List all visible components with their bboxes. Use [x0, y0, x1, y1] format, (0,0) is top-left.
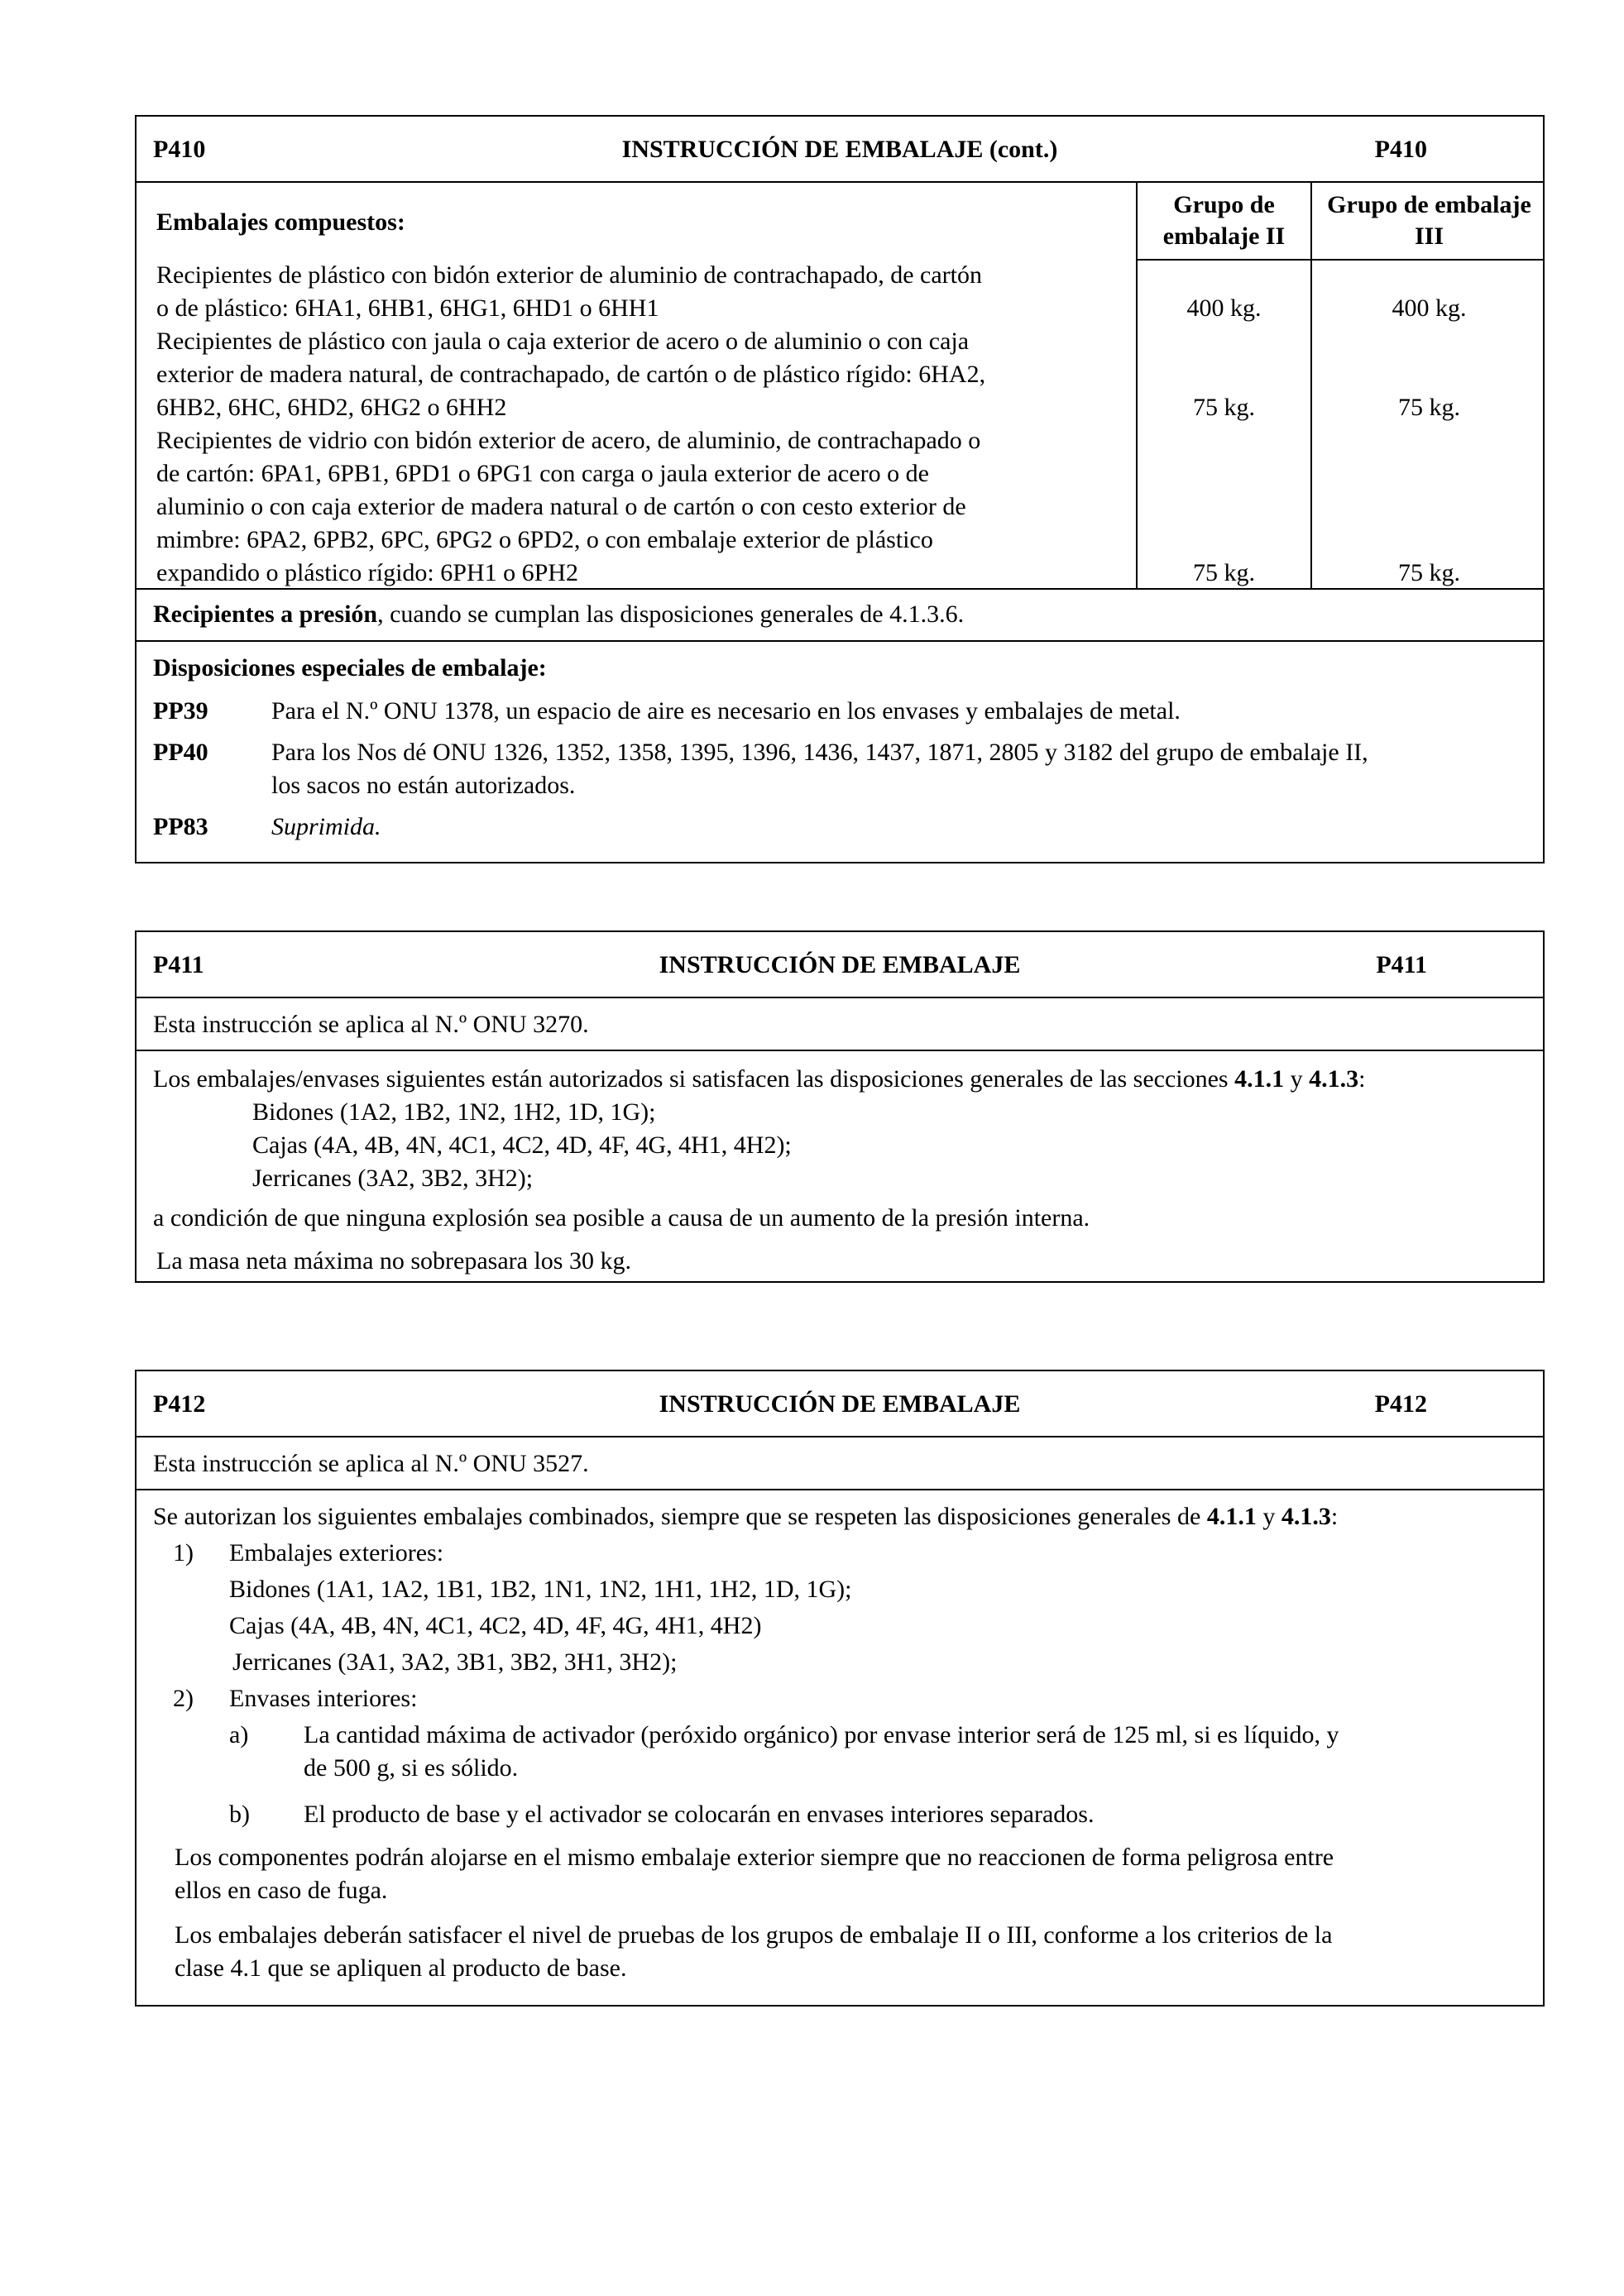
p412-outer-jerricans: Jerricanes (3A1, 3A2, 3B1, 3B2, 3H1, 3H2); — [232, 1648, 678, 1676]
pp40-code: PP40 — [153, 739, 208, 766]
pressure-receptacles-label: Recipientes a presión — [153, 600, 378, 628]
p411-table — [135, 930, 1545, 1283]
p412-para-1: Los componentes podrán alojarse en el mismo embalaje exterior siempre que no reaccionen de forma peligrosa entre — [175, 1844, 1334, 1871]
p412-b-text: El producto de base y el activador se colocarán en envases interiores separados. — [304, 1801, 1095, 1828]
p412-code-left: P412 — [153, 1390, 206, 1418]
composite-row-1-pg2: 400 kg. — [1186, 294, 1262, 322]
p411-item-jerricans: Jerricanes (3A2, 3B2, 3H2); — [252, 1165, 534, 1192]
composite-row-1-line-1: Recipientes de plástico con bidón exterior de aluminio de contrachapado, de cartón — [156, 261, 982, 289]
composite-row-3-line-5: expandido o plástico rígido: 6PH1 o 6PH2 — [156, 559, 578, 586]
p410-header — [137, 117, 1543, 183]
p412-para-2: Los embalajes deberán satisfacer el nivel de pruebas de los grupos de embalaje II o III, conforme a los criterios de la — [175, 1921, 1333, 1949]
p411-item-drums: Bidones (1A2, 1B2, 1N2, 1H2, 1D, 1G); — [252, 1098, 656, 1126]
pp40-text: Para los Nos dé ONU 1326, 1352, 1358, 1395, 1396, 1436, 1437, 1871, 2805 y 3182 del grupo de embalaje II, — [271, 739, 1368, 766]
p411-code-right: P411 — [1376, 951, 1427, 978]
p412-a-text: La cantidad máxima de activador (peróxido orgánico) por envase interior será de 125 ml, si es líquido, y — [304, 1721, 1339, 1748]
composite-row-2-line-1: Recipientes de plástico con jaula o caja exterior de acero o de aluminio o con caja — [156, 328, 970, 355]
p412-and: y — [1262, 1503, 1276, 1530]
composite-row-2-line-2: exterior de madera natural, de contrachapado, de cartón o de plástico rígido: 6HA2, — [156, 361, 986, 388]
composite-row-1-line-2: o de plástico: 6HA1, 6HB1, 6HG1, 6HD1 o 6HH1 — [156, 294, 659, 322]
p412-body — [137, 1490, 1543, 2005]
p411-item-boxes: Cajas (4A, 4B, 4N, 4C1, 4C2, 4D, 4F, 4G, 4H1, 4H2); — [252, 1131, 792, 1159]
p411-title: INSTRUCCIÓN DE EMBALAJE — [659, 951, 1021, 978]
composite-row-2-line-3: 6HB2, 6HC, 6HD2, 6HG2 o 6HH2 — [156, 394, 507, 421]
column-header-divider — [1136, 259, 1543, 261]
p411-intro-text: Los embalajes/envases siguientes están autorizados si satisfacen las disposiciones generales de las secciones — [153, 1065, 1229, 1093]
pressure-receptacles-row — [137, 590, 1543, 642]
composite-row-3-pg3: 75 kg. — [1398, 559, 1460, 586]
p410-composite-section — [137, 183, 1543, 590]
composite-row-2-pg2: 75 kg. — [1193, 394, 1255, 421]
p411-ref-2: 4.1.3 — [1309, 1065, 1359, 1093]
p412-applies-row — [137, 1437, 1543, 1490]
p412-b-label: b) — [229, 1801, 250, 1828]
p412-applies-text: Esta instrucción se aplica al N.º ONU 3527. — [153, 1450, 589, 1477]
p412-intro-text: Se autorizan los siguientes embalajes combinados, siempre que se respeten las disposiciones generales de — [153, 1503, 1201, 1530]
p411-max-mass: La masa neta máxima no sobrepasara los 30 kg. — [156, 1247, 631, 1275]
pp83-code: PP83 — [153, 813, 208, 840]
p412-ref-1: 4.1.1 — [1206, 1503, 1257, 1530]
pp40-text-cont: los sacos no están autorizados. — [271, 772, 576, 799]
composite-row-2-pg3: 75 kg. — [1398, 394, 1460, 421]
p411-ref-1: 4.1.1 — [1234, 1065, 1285, 1093]
composite-row-3-line-3: aluminio o con caja exterior de madera natural o de cartón o con cesto exterior de — [156, 493, 966, 520]
p412-outer-drums: Bidones (1A1, 1A2, 1B1, 1B2, 1N1, 1N2, 1H1, 1H2, 1D, 1G); — [229, 1576, 852, 1603]
p411-intro — [153, 1063, 1365, 1096]
composite-heading: Embalajes compuestos: — [156, 208, 405, 236]
p411-colon: : — [1358, 1065, 1366, 1093]
p412-header — [137, 1371, 1543, 1437]
composite-row-3-line-2: de cartón: 6PA1, 6PB1, 6PD1 o 6PG1 con carga o jaula exterior de acero o de — [156, 460, 929, 487]
p412-outer-boxes: Cajas (4A, 4B, 4N, 4C1, 4C2, 4D, 4F, 4G, 4H1, 4H2) — [229, 1612, 762, 1639]
p412-num-1: 1) — [173, 1539, 194, 1567]
pp39-code: PP39 — [153, 697, 208, 725]
composite-row-3-line-1: Recipientes de vidrio con bidón exterior de acero, de aluminio, de contrachapado o — [156, 427, 981, 454]
pressure-receptacles-text — [153, 598, 964, 631]
p410-title: INSTRUCCIÓN DE EMBALAJE (cont.) — [621, 136, 1058, 163]
col-header-pg3: Grupo de embalaje III — [1327, 191, 1531, 250]
p412-colon: : — [1330, 1503, 1339, 1530]
p411-header — [137, 932, 1543, 998]
p412-para-1-cont: ellos en caso de fuga. — [175, 1877, 388, 1904]
p411-condition: a condición de que ninguna explosión sea posible a causa de un aumento de la presión interna. — [153, 1204, 1090, 1232]
pressure-receptacles-rest: , cuando se cumplan las disposiciones generales de 4.1.3.6. — [377, 600, 965, 628]
p411-applies-row — [137, 998, 1543, 1051]
p412-para-2-cont: clase 4.1 que se apliquen al producto de base. — [175, 1954, 627, 1982]
p412-a-text-cont: de 500 g, si es sólido. — [304, 1754, 519, 1782]
p411-code-left: P411 — [153, 951, 204, 978]
pp39-text: Para el N.º ONU 1378, un espacio de aire es necesario en los envases y embalajes de metal. — [271, 697, 1181, 725]
p412-num-2: 2) — [173, 1685, 194, 1712]
pp83-text: Suprimida. — [271, 813, 381, 840]
special-provisions-heading: Disposiciones especiales de embalaje: — [153, 654, 547, 682]
p410-code-right: P410 — [1374, 136, 1427, 163]
p412-title: INSTRUCCIÓN DE EMBALAJE — [659, 1390, 1021, 1418]
p411-body — [137, 1051, 1543, 1281]
p412-code-right: P412 — [1374, 1390, 1427, 1418]
composite-row-1-pg3: 400 kg. — [1392, 294, 1467, 322]
composite-row-3-pg2: 75 kg. — [1193, 559, 1255, 586]
p412-table — [135, 1370, 1545, 2007]
col-header-pg2: Grupo de embalaje II — [1162, 191, 1286, 250]
special-provisions-section — [137, 642, 1543, 862]
p410-code-left: P410 — [153, 136, 206, 163]
p412-outer-heading: Embalajes exteriores: — [229, 1539, 444, 1567]
composite-row-3-line-4: mimbre: 6PA2, 6PB2, 6PC, 6PG2 o 6PD2, o con embalaje exterior de plástico — [156, 526, 933, 553]
p412-a-label: a) — [229, 1721, 249, 1748]
p412-inner-heading: Envases interiores: — [229, 1685, 418, 1712]
p411-applies-text: Esta instrucción se aplica al N.º ONU 3270. — [153, 1011, 589, 1038]
p412-intro — [153, 1500, 1338, 1533]
p410-table — [135, 115, 1545, 863]
p412-ref-2: 4.1.3 — [1281, 1503, 1331, 1530]
p411-and: y — [1290, 1065, 1303, 1093]
